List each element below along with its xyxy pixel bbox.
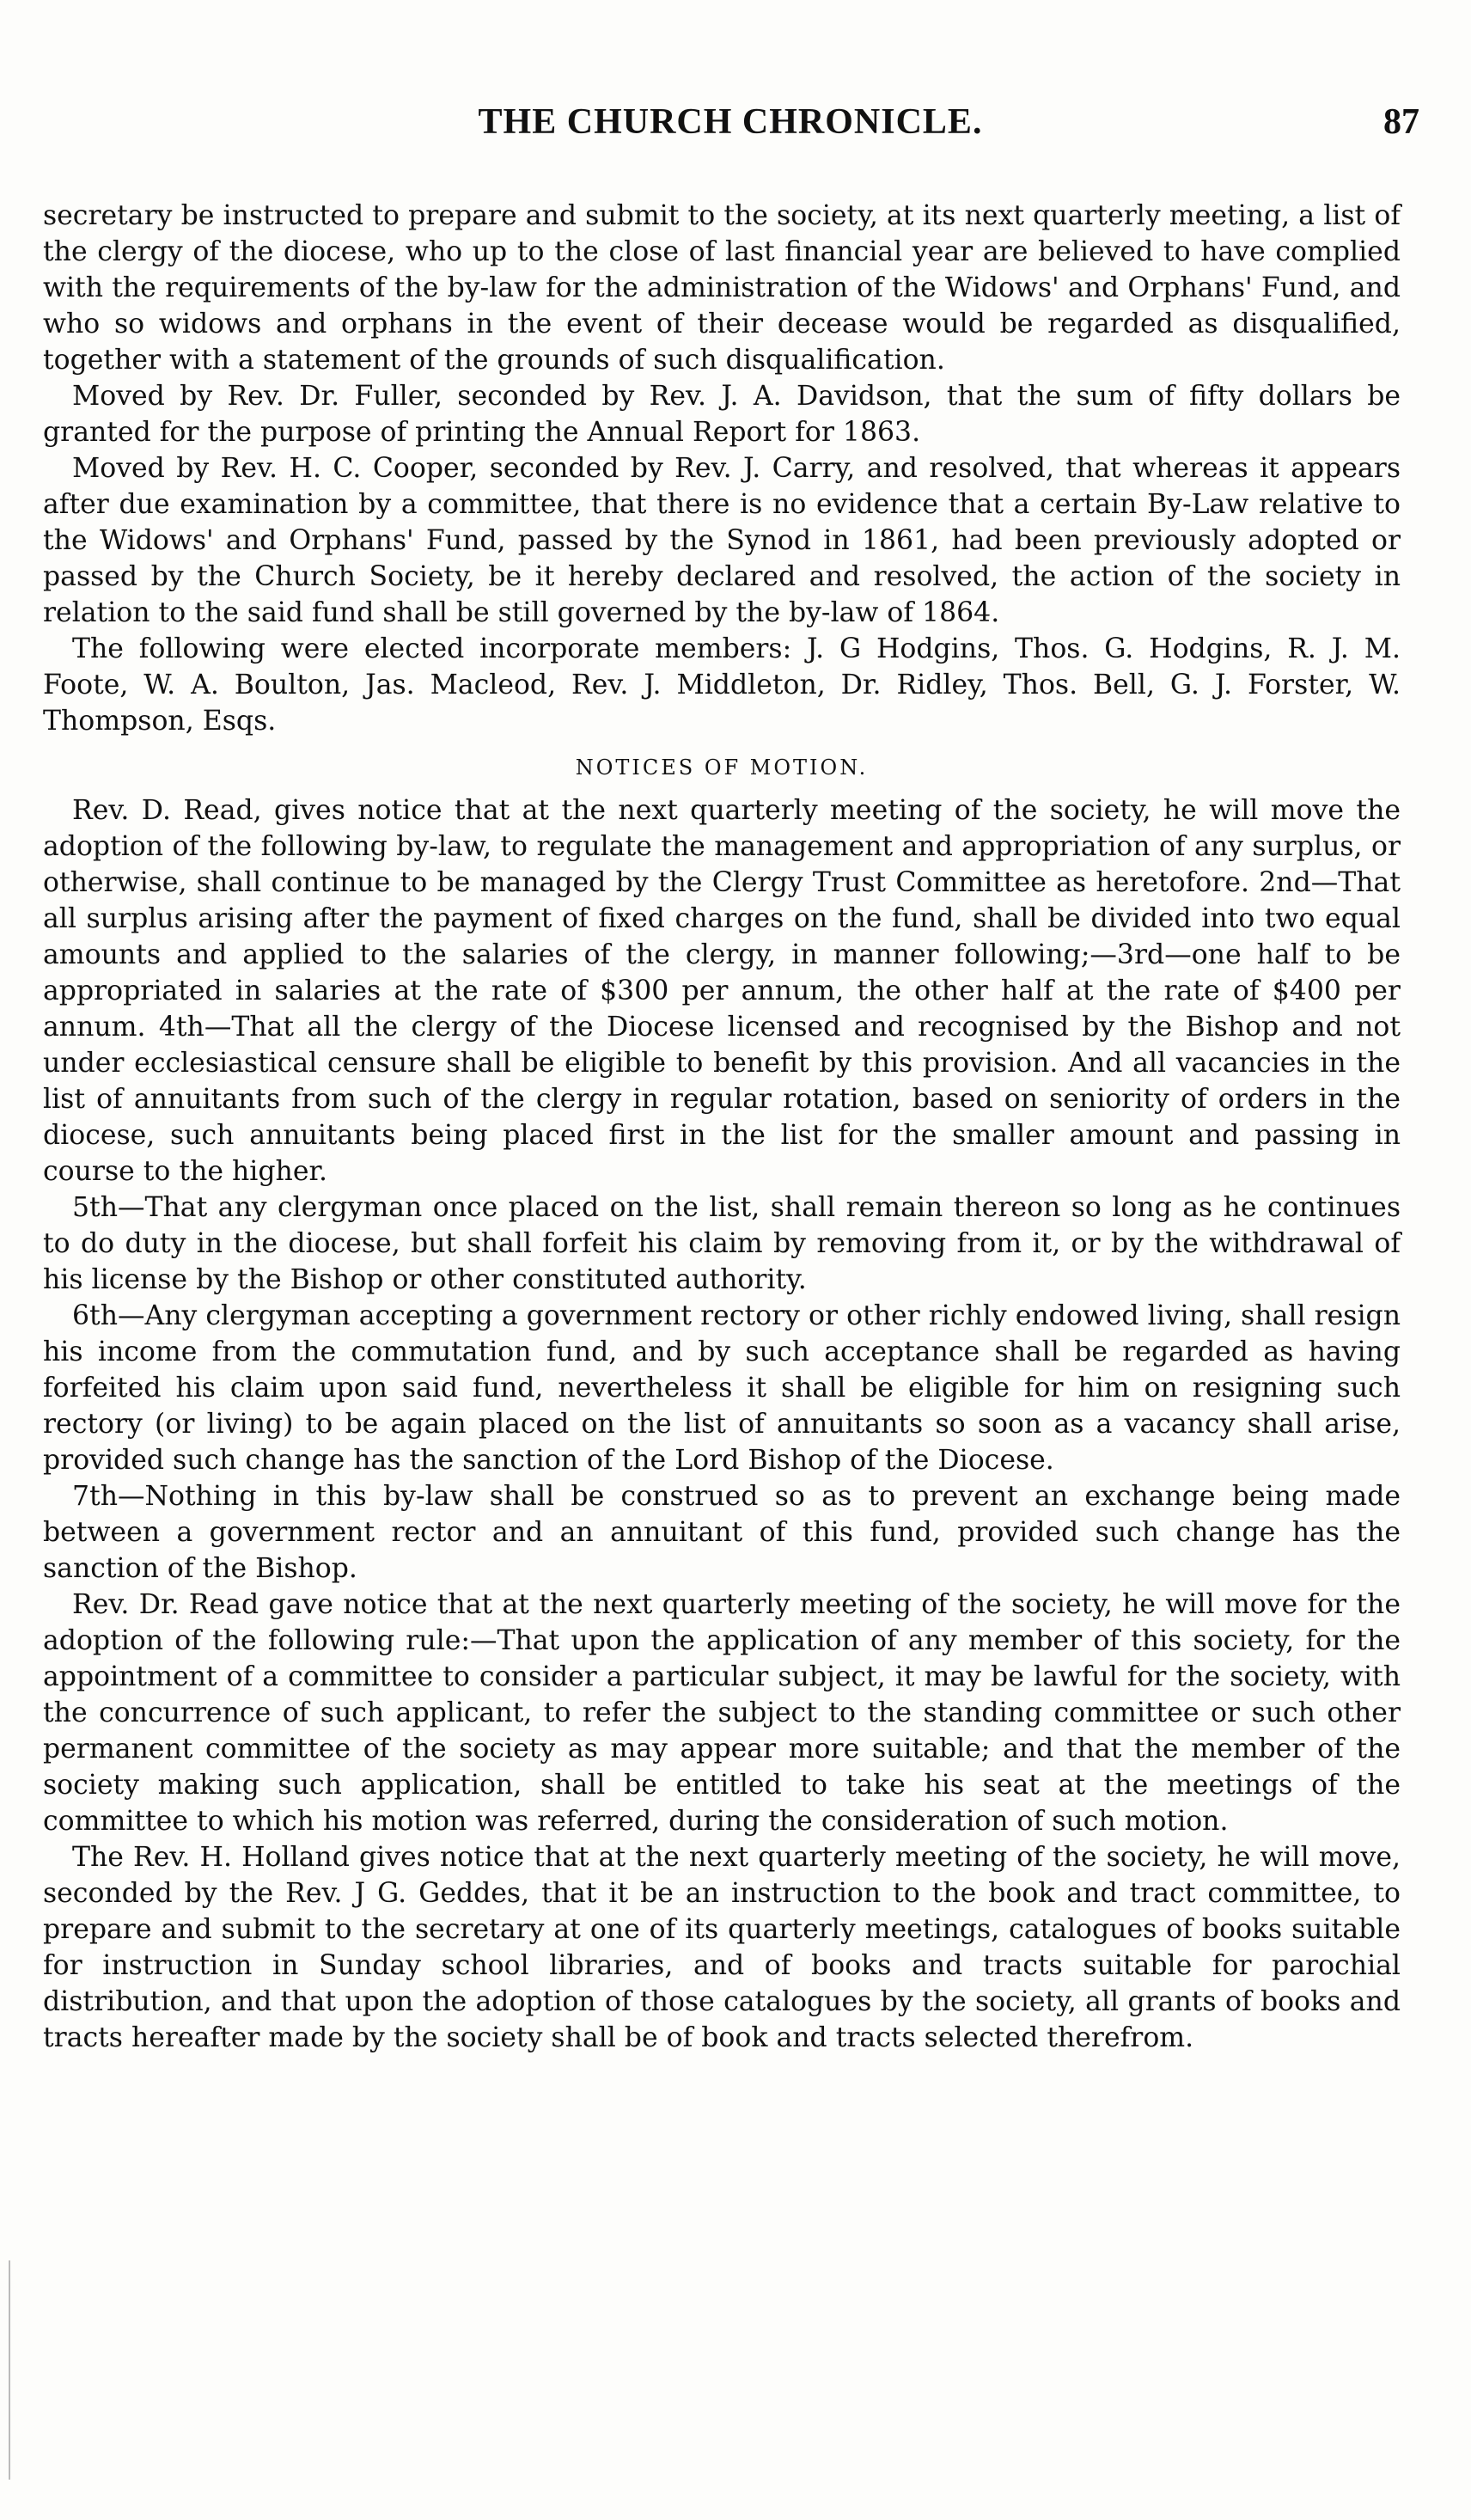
page-number: 87	[1383, 102, 1419, 142]
page-header	[41, 101, 1419, 153]
notice-seventh-clause: 7th—Nothing in this by-law shall be construed so as to prevent an exchange being made between a government rector and an annuitant of this fund, provided such change has the sanction of the Bishop.	[43, 1481, 1401, 1584]
margin-rule	[9, 2260, 10, 2480]
paragraph-motion-fuller: Moved by Rev. Dr. Fuller, seconded by Rev. J. A. Davidson, that the sum of fifty dollars be granted for the purpose of printing the Annual Report for 1863.	[43, 381, 1401, 448]
running-title: THE CHURCH CHRONICLE.	[478, 102, 983, 142]
notice-fifth-clause: 5th—That any clergyman once placed on the list, shall remain thereon so long as he continues to do duty in the diocese, but shall forfeit his claim by removing from it, or by the withdrawal of his license by the Bishop or other constituted authority.	[43, 1192, 1401, 1295]
notice-holland-catalogues: The Rev. H. Holland gives notice that at the next quarterly meeting of the society, he will move, seconded by the Rev. J G. Geddes, that it be an instruction to the book and tract committee, to prepare and submit to the secretary at one of its quarterly meetings, catalogues of books suitable for instruction in Sunday school libraries, and of books and tracts suitable for parochial distribution, and that upon the adoption of those catalogues by the society, all grants of books and tracts hereafter made by the society shall be of book and tracts selected therefrom.	[43, 1842, 1401, 2053]
notice-read-rule: Rev. Dr. Read gave notice that at the next quarterly meeting of the society, he will move for the adoption of the following rule:—That upon the application of any member of this society, for the appointment of a committee to consider a particular subject, it may be lawful for the society, with the concurrence of such applicant, to refer the subject to the standing committee or such other permanent committee of the society as may appear more suitable; and that the member of the society making such application, shall be entitled to take his seat at the meetings of the committee to which his motion was referred, during the consideration of such motion.	[43, 1589, 1401, 1837]
paragraph-secretary-instruction: secretary be instructed to prepare and submit to the society, at its next quarterly meeting, a list of the clergy of the diocese, who up to the close of last financial year are believed to have complied with the requirements of the by-law for the administration of the Widows' and Orphans' Fund, and who so widows and orphans in the event of their decease would be regarded as disqualified, together with a statement of the grounds of such disqualification.	[43, 200, 1401, 376]
paragraph-motion-cooper: Moved by Rev. H. C. Cooper, seconded by Rev. J. Carry, and resolved, that whereas it appears after due examination by a committee, that there is no evidence that a certain By-Law relative to the Widows' and Orphans' Fund, passed by the Synod in 1861, had been previously adopted or passed by the Church Society, be it hereby declared and resolved, the action of the society in relation to the said fund shall be still governed by the by-law of 1864.	[43, 453, 1401, 628]
section-heading-notices: NOTICES OF MOTION.	[575, 755, 869, 780]
paragraph-incorporate-members: The following were elected incorporate members: J. G Hodgins, Thos. G. Hodgins, R. J. M. Foote, W. A. Boulton, Jas. Macleod, Rev. J. Middleton, Dr. Ridley, Thos. Bell, G. J. Forster, W. Thompson, Esqs.	[43, 633, 1401, 737]
notice-sixth-clause: 6th—Any clergyman accepting a government rectory or other richly endowed living, shall resign his income from the commutation fund, and by such acceptance shall be regarded as having forfeited his claim upon said fund, nevertheless it shall be eligible for him on resigning such rectory (or living) to be again placed on the list of annuitants so soon as a vacancy shall arise, provided such change has the sanction of the Lord Bishop of the Diocese.	[43, 1300, 1401, 1476]
article-body	[43, 198, 1401, 2056]
notice-read-bylaw: Rev. D. Read, gives notice that at the next quarterly meeting of the society, he will move the adoption of the following by-law, to regulate the management and appropriation of any surplus, or otherwise, shall continue to be managed by the Clergy Trust Committee as heretofore. 2nd—That all surplus arising after the payment of fixed charges on the fund, shall be divided into two equal amounts and applied to the salaries of the clergy, in manner following;—3rd—one half to be appropriated in salaries at the rate of $300 per annum, the other half at the rate of $400 per annum. 4th—That all the clergy of the Diocese licensed and recognised by the Bishop and not under ecclesiastical censure shall be eligible to benefit by this provision. And all vacancies in the list of annuitants from such of the clergy in regular rotation, based on seniority of orders in the diocese, such annuitants being placed first in the list for the smaller amount and passing in course to the higher.	[43, 795, 1401, 1187]
